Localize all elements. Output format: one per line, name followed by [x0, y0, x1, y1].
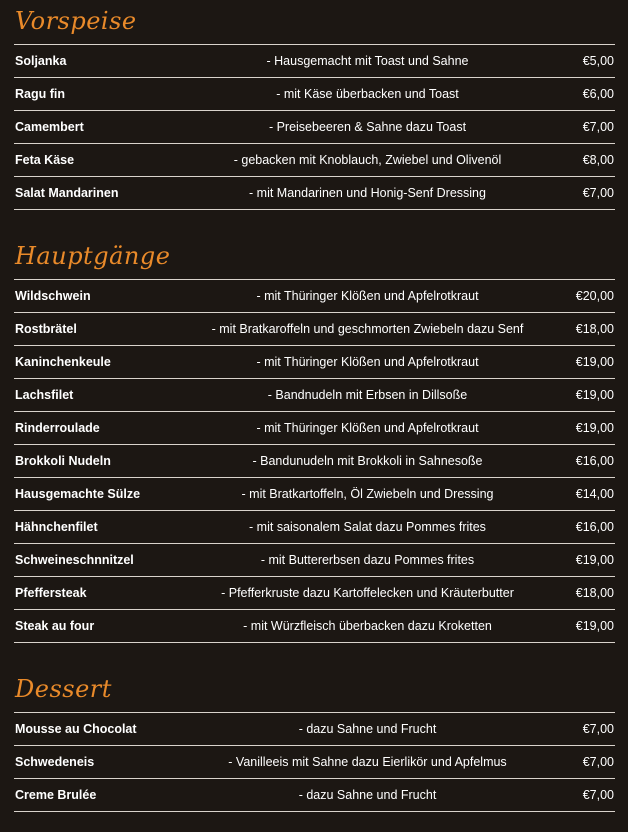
dish-price: €18,00 — [575, 586, 614, 600]
section-hauptgaenge — [14, 243, 615, 643]
dish-name: Schwedeneis — [15, 755, 95, 769]
dish-description: - dazu Sahne und Frucht — [298, 722, 437, 736]
menu-item-row — [14, 478, 615, 511]
menu-list — [14, 713, 615, 812]
dish-price: €7,00 — [582, 120, 614, 134]
section-vorspeise — [14, 8, 615, 210]
dish-description: - Preisebeeren & Sahne dazu Toast — [268, 120, 467, 134]
section-title: Hauptgänge — [15, 242, 171, 270]
menu-item-row — [14, 45, 615, 78]
dish-name: Rostbrätel — [15, 322, 77, 336]
menu-item-row — [14, 111, 615, 144]
dish-name: Wildschwein — [15, 289, 91, 303]
dish-description: - mit Käse überbacken und Toast — [276, 87, 459, 101]
menu-item-row — [14, 544, 615, 577]
dish-name: Hähnchenfilet — [15, 520, 98, 534]
dish-description: - Pfefferkruste dazu Kartoffelecken und Kräuterbutter — [221, 586, 514, 600]
menu-item-row — [14, 346, 615, 379]
dish-name: Kaninchenkeule — [15, 355, 111, 369]
dish-price: €8,00 — [582, 153, 614, 167]
menu-item-row — [14, 713, 615, 746]
dish-name: Salat Mandarinen — [15, 186, 119, 200]
dish-description: - mit Thüringer Klößen und Apfelrotkraut — [256, 355, 479, 369]
dish-price: €16,00 — [575, 454, 614, 468]
dish-price: €20,00 — [575, 289, 614, 303]
dish-description: - mit Bratkaroffeln und geschmorten Zwiebeln dazu Senf — [211, 322, 524, 336]
menu-item-row — [14, 379, 615, 412]
dish-name: Lachsfilet — [15, 388, 74, 402]
dish-price: €7,00 — [582, 186, 614, 200]
dish-description: - gebacken mit Knoblauch, Zwiebel und Olivenöl — [233, 153, 502, 167]
dish-price: €19,00 — [575, 619, 614, 633]
dish-description: - Hausgemacht mit Toast und Sahne — [266, 54, 469, 68]
menu-item-row — [14, 144, 615, 177]
menu-item-row — [14, 779, 615, 812]
dish-price: €6,00 — [582, 87, 614, 101]
menu-item-row — [14, 78, 615, 111]
section-title: Vorspeise — [15, 7, 137, 35]
dish-price: €7,00 — [582, 755, 614, 769]
dish-price: €7,00 — [582, 722, 614, 736]
dish-name: Steak au four — [15, 619, 95, 633]
dish-price: €7,00 — [582, 788, 614, 802]
dish-price: €18,00 — [575, 322, 614, 336]
dish-price: €5,00 — [582, 54, 614, 68]
dish-description: - mit Bratkartoffeln, Öl Zwiebeln und Dressing — [241, 487, 494, 501]
dish-name: Ragu fin — [15, 87, 65, 101]
dish-name: Hausgemachte Sülze — [15, 487, 141, 501]
dish-name: Brokkoli Nudeln — [15, 454, 111, 468]
menu-item-row — [14, 577, 615, 610]
dish-description: - mit Würzfleisch überbacken dazu Kroketten — [243, 619, 492, 633]
menu-list — [14, 45, 615, 210]
menu-item-row — [14, 280, 615, 313]
dish-description: - Vanilleeis mit Sahne dazu Eierlikör und Apfelmus — [228, 755, 507, 769]
menu-item-row — [14, 313, 615, 346]
dish-description: - mit Mandarinen und Honig-Senf Dressing — [249, 186, 486, 200]
menu-item-row — [14, 511, 615, 544]
dish-name: Mousse au Chocolat — [15, 722, 137, 736]
dish-name: Pfeffersteak — [15, 586, 87, 600]
menu-list — [14, 280, 615, 643]
section-title: Dessert — [15, 675, 112, 703]
menu-item-row — [14, 412, 615, 445]
menu-item-row — [14, 445, 615, 478]
dish-description: - mit Buttererbsen dazu Pommes frites — [260, 553, 475, 567]
section-dessert — [14, 676, 615, 812]
menu-item-row — [14, 746, 615, 779]
dish-price: €19,00 — [575, 553, 614, 567]
dish-price: €19,00 — [575, 421, 614, 435]
dish-name: Schweineschnnitzel — [15, 553, 134, 567]
dish-price: €19,00 — [575, 388, 614, 402]
dish-price: €16,00 — [575, 520, 614, 534]
dish-name: Rinderroulade — [15, 421, 100, 435]
dish-description: - Bandunudeln mit Brokkoli in Sahnesoße — [252, 454, 483, 468]
dish-price: €14,00 — [575, 487, 614, 501]
dish-name: Creme Brulée — [15, 788, 97, 802]
dish-price: €19,00 — [575, 355, 614, 369]
dish-description: - mit Thüringer Klößen und Apfelrotkraut — [256, 421, 479, 435]
dish-description: - dazu Sahne und Frucht — [298, 788, 437, 802]
dish-description: - mit Thüringer Klößen und Apfelrotkraut — [256, 289, 479, 303]
dish-description: - mit saisonalem Salat dazu Pommes frites — [249, 520, 486, 534]
dish-name: Feta Käse — [15, 153, 75, 167]
dish-description: - Bandnudeln mit Erbsen in Dillsoße — [267, 388, 468, 402]
dish-name: Camembert — [15, 120, 84, 134]
menu-item-row — [14, 177, 615, 210]
menu-item-row — [14, 610, 615, 643]
dish-name: Soljanka — [15, 54, 67, 68]
